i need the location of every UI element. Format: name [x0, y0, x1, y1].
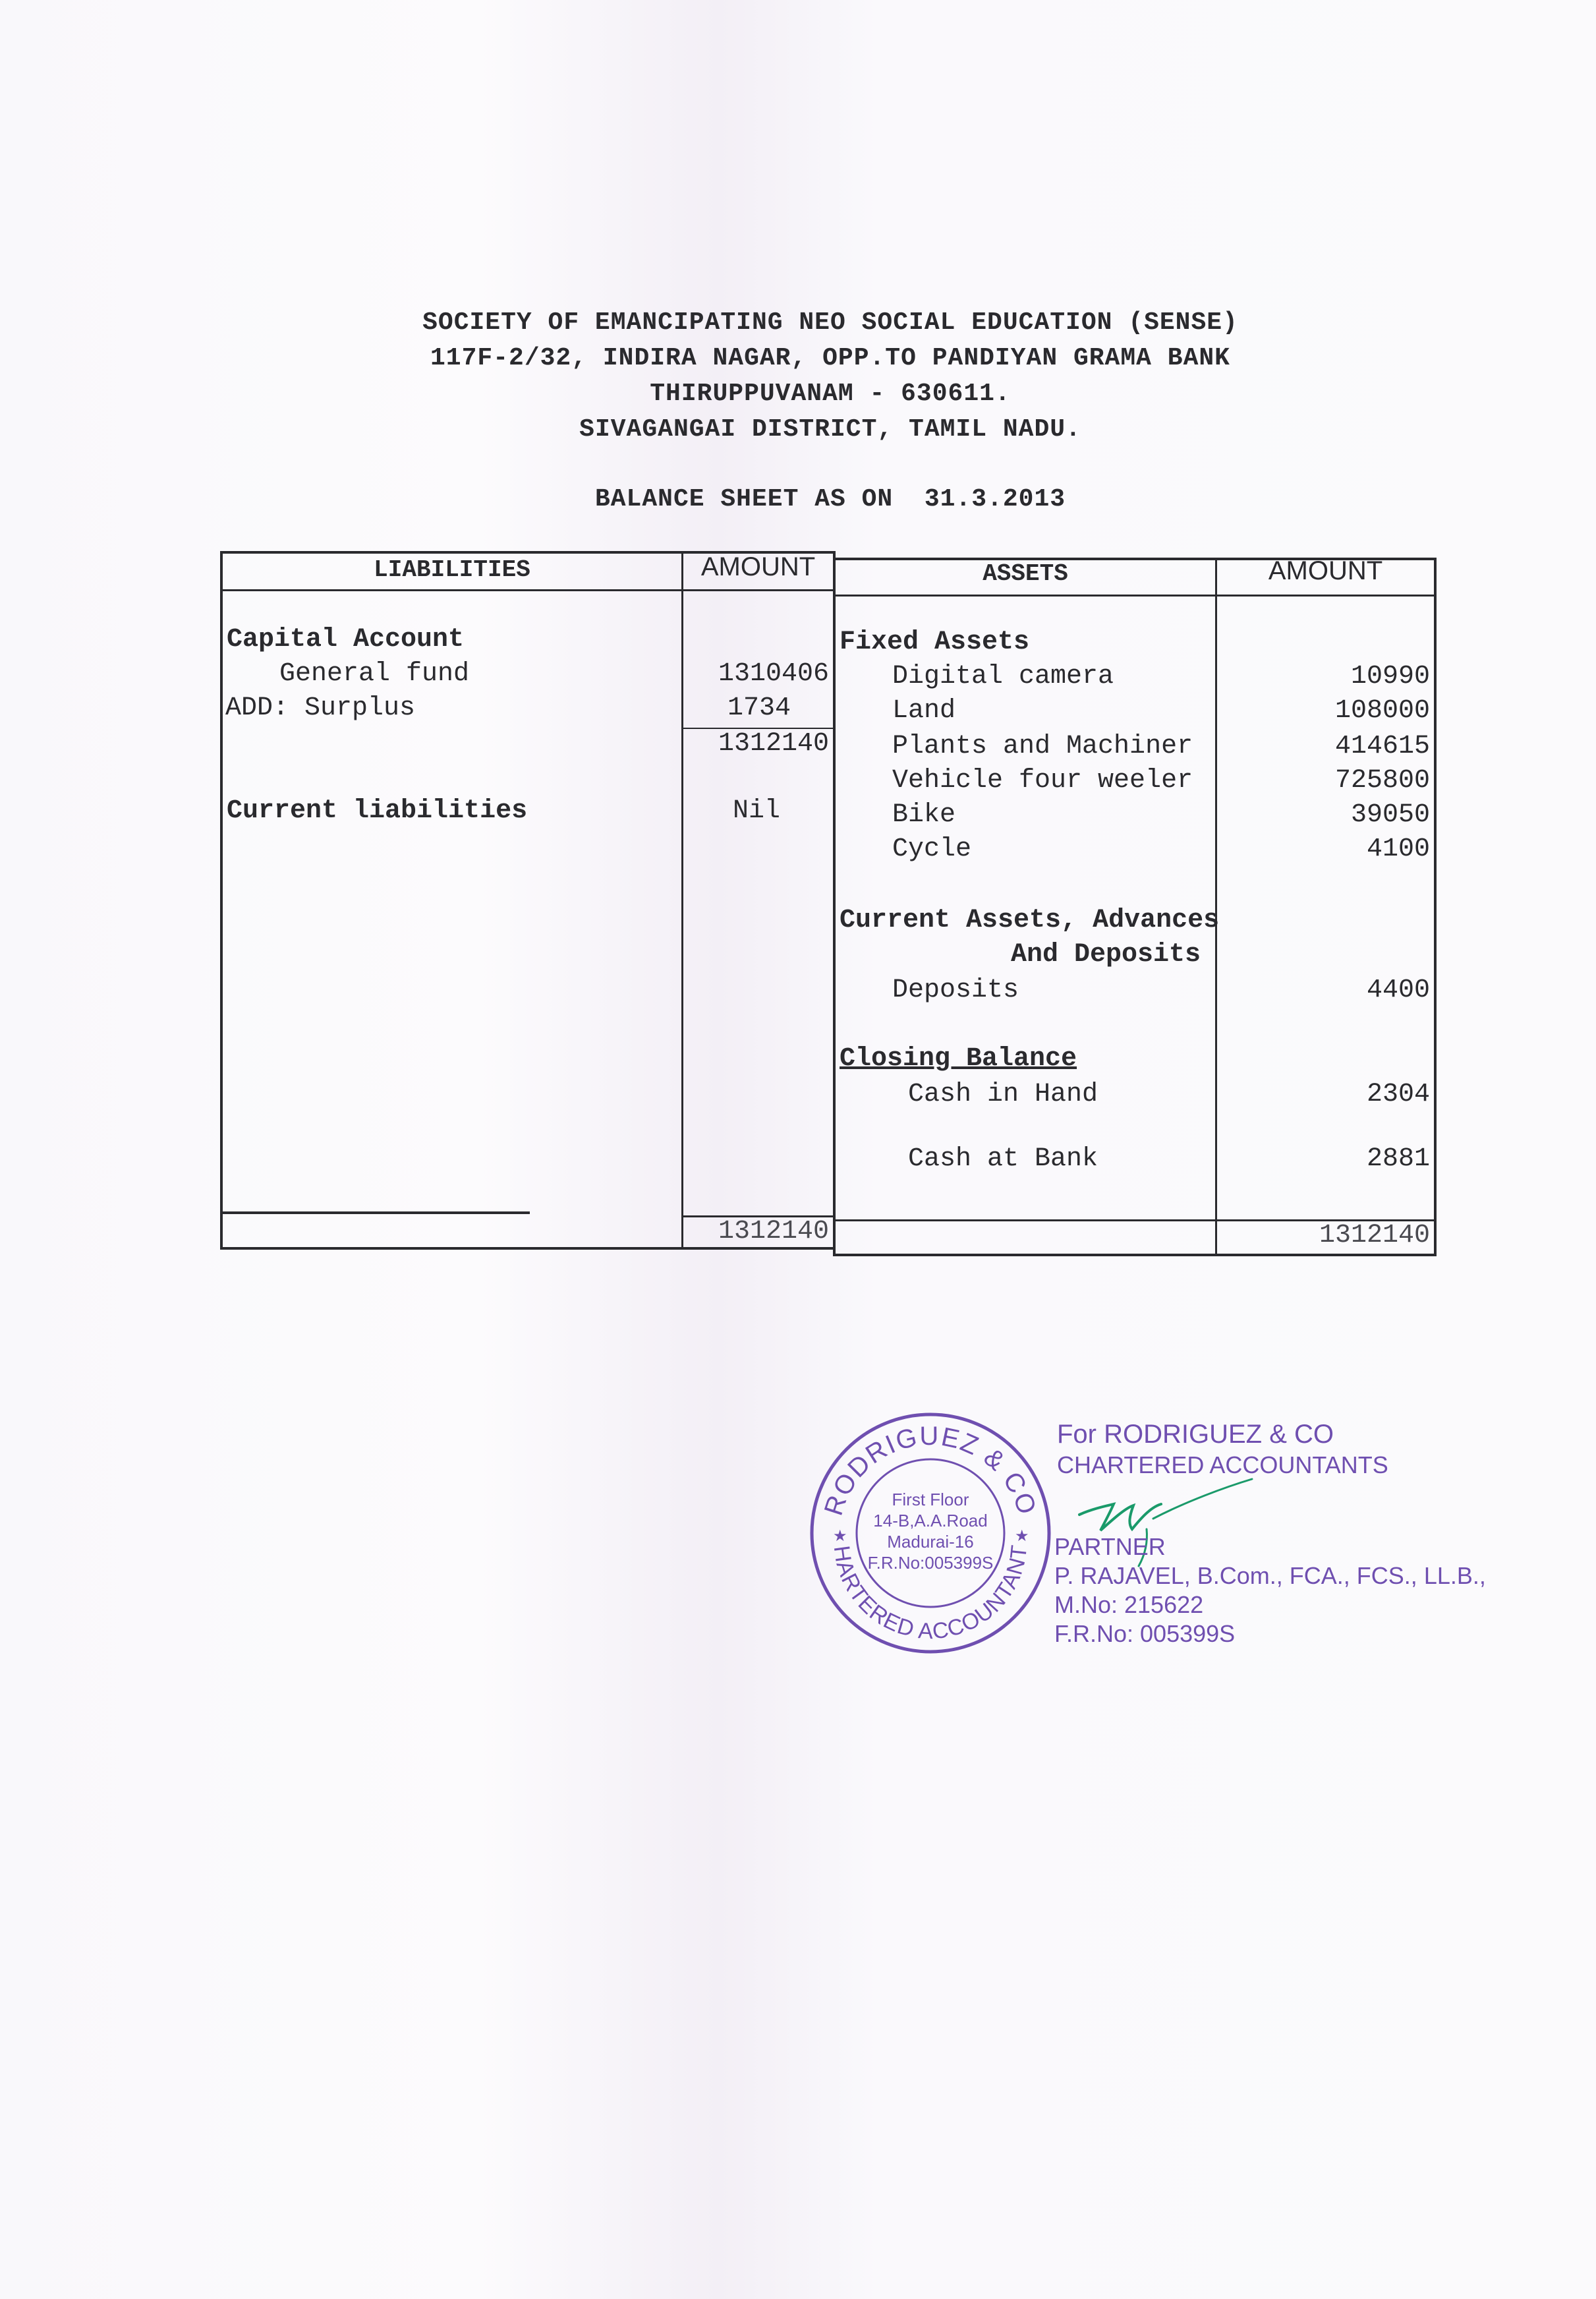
firm-stamp [808, 1411, 1053, 1656]
header-amount-right: AMOUNT [1268, 556, 1383, 585]
current-liabilities-value: Nil [733, 796, 781, 826]
cash-in-hand-value: 2304 [1366, 1080, 1430, 1109]
stamp-line-3: Madurai-16 [887, 1532, 974, 1552]
current-liabilities-heading: Current liabilities [227, 796, 528, 826]
fixed-assets-heading: Fixed Assets [840, 627, 1030, 657]
current-assets-heading: Current Assets, Advances [840, 906, 1220, 935]
capital-total-value: 1312140 [718, 729, 829, 759]
asset-label: Plants and Machiner [892, 732, 1193, 761]
header-assets: ASSETS [983, 560, 1068, 587]
header-amount-left: AMOUNT [700, 552, 816, 581]
stamp-bottom-arc: HARTERED ACCOUNTANT [828, 1543, 1033, 1644]
asset-label: Vehicle four weeler [892, 766, 1193, 796]
cash-in-hand-label: Cash in Hand [908, 1080, 1098, 1109]
current-assets-heading-2: And Deposits [1011, 940, 1201, 970]
firm-registration-number: F.R.No: 005399S [1054, 1620, 1236, 1647]
document-title: BALANCE SHEET AS ON 31.3.2013 [594, 485, 1066, 513]
asset-value: 39050 [1350, 800, 1430, 830]
header-liabilities: LIABILITIES [374, 556, 530, 583]
asset-value: 725800 [1334, 766, 1430, 796]
total-liabilities: 1312140 [718, 1217, 829, 1246]
stamp-line-2: 14-B,A.A.Road [873, 1511, 988, 1530]
deposits-value: 4400 [1366, 975, 1430, 1005]
asset-label: Digital camera [892, 662, 1114, 691]
org-city: THIRUPPUVANAM - 630611. [650, 380, 1011, 408]
cash-at-bank-label: Cash at Bank [908, 1144, 1098, 1174]
deposits-label: Deposits [892, 975, 1019, 1005]
stamp-top-arc: RODRIGUEZ & CO [818, 1421, 1042, 1519]
org-address: 117F-2/32, INDIRA NAGAR, OPP.TO PANDIYAN GRAMA BANK [430, 344, 1230, 372]
capital-account-heading: Capital Account [227, 625, 465, 655]
partner-name: P. RAJAVEL, B.Com., FCA., FCS., LL.B., [1054, 1562, 1486, 1589]
stamp-line-1: First Floor [892, 1490, 969, 1509]
org-name: SOCIETY OF EMANCIPATING NEO SOCIAL EDUCATION (SENSE) [422, 308, 1238, 337]
membership-number: M.No: 215622 [1054, 1591, 1204, 1618]
asset-label: Land [892, 696, 956, 726]
firm-designation-line: CHARTERED ACCOUNTANTS [1057, 1451, 1388, 1478]
asset-value: 108000 [1334, 696, 1430, 726]
asset-label: Bike [892, 800, 956, 830]
cash-at-bank-value: 2881 [1366, 1144, 1430, 1174]
asset-label: Cycle [892, 834, 972, 864]
asset-value: 4100 [1366, 834, 1430, 864]
closing-balance-heading: Closing Balance [840, 1044, 1077, 1074]
general-fund-value: 1310406 [718, 659, 829, 689]
asset-value: 10990 [1350, 662, 1430, 691]
general-fund-label: General fund [279, 659, 470, 689]
for-firm-line: For RODRIGUEZ & CO [1057, 1420, 1334, 1449]
org-district: SIVAGANGAI DISTRICT, TAMIL NADU. [579, 415, 1081, 444]
stamp-star-left-icon: ★ [833, 1527, 847, 1545]
partner-label: PARTNER [1054, 1533, 1166, 1560]
stamp-line-4: F.R.No:005399S [867, 1553, 994, 1573]
surplus-value: 1734 [727, 693, 791, 723]
asset-value: 414615 [1334, 732, 1430, 761]
stamp-star-right-icon: ★ [1015, 1527, 1029, 1545]
total-assets: 1312140 [1319, 1221, 1430, 1250]
surplus-label: ADD: Surplus [225, 693, 416, 723]
